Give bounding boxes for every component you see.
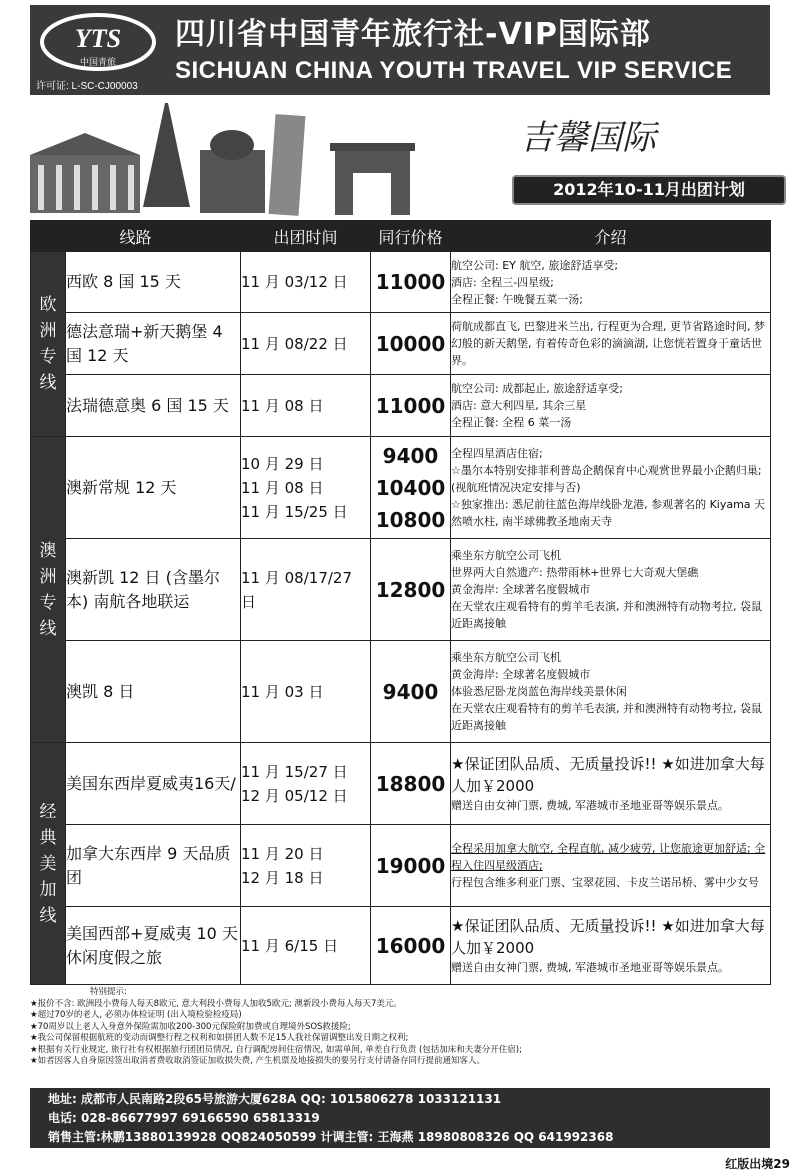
table-row-intro: 全程采用加拿大航空, 全程直航, 减少疲劳, 让您旅途更加舒适; 全程入住四星级酒店; 行程包含维多利亚门票、宝翠花园、卡皮兰诺吊桥、雾中少女号 xyxy=(451,825,771,907)
tip-item: ★如者因客人自身原因签出取消者费收取消签证加收损失费, 产生机票及地接损失的要另行支付请备存同行提前通知客人。 xyxy=(30,1056,486,1066)
category-europe: 欧 洲 专 线 xyxy=(31,252,66,437)
tip-item: ★我公司保留根据航班的变动而调整行程之权利和如拼团人数不足15人我社保留调整出发日期之权利; xyxy=(30,1033,409,1043)
table-row-dates: 11 月 6/15 日 xyxy=(241,907,371,985)
footer xyxy=(30,1088,770,1148)
title-en: SICHUAN CHINA YOUTH TRAVEL VIP SERVICE xyxy=(175,57,733,84)
brand-logo: 吉馨国际 xyxy=(520,118,656,158)
table-row-dates: 11 月 08/17/27 日 xyxy=(241,539,371,641)
table-row-dates: 10 月 29 日 11 月 08 日 11 月 15/25 日 xyxy=(241,437,371,539)
table-row-dates: 11 月 03 日 xyxy=(241,641,371,743)
header-dates: 出团时间 xyxy=(241,221,371,252)
banner xyxy=(30,95,770,220)
table-row-intro: 航空公司: 成都起止, 旅途舒适享受; 酒店: 意大利四星, 其余三星 全程正餐: 全程 6 菜一汤 xyxy=(451,375,771,437)
svg-text:YTS: YTS xyxy=(74,24,122,53)
logo-icon xyxy=(38,11,158,73)
table-row-route: 美国东西岸夏威夷16天/ xyxy=(66,743,241,825)
table-row-route: 澳凯 8 日 xyxy=(66,641,241,743)
tips xyxy=(30,987,770,1087)
table-row-price: 16000 xyxy=(371,907,451,985)
table-row-price: 9400 10400 10800 xyxy=(371,437,451,539)
tips-title: 特别提示: xyxy=(90,987,127,997)
tip-item: ★超过70岁的老人, 必须办体检证明 (出入境检验检疫局) xyxy=(30,1010,242,1020)
title-cn: 四川省中国青年旅行社-VIP国际部 xyxy=(175,17,651,52)
tip-item: ★根据有关行业规定, 旅行社有权根据旅行团团员情况, 自行调配房间住宿情况, 如需单间, 单差自行负责 (包括加床和夫妻分开住宿); xyxy=(30,1044,522,1055)
header-intro: 介绍 xyxy=(451,221,771,252)
table-row-route: 德法意瑞+新天鹅堡 4 国 12 天 xyxy=(66,313,241,375)
tip-item: ★报价不含: 欧洲段小费每人每天8欧元, 意大利段小费每人加收5欧元; 澳新段小费每人每天7美元。 xyxy=(30,998,402,1009)
table-row-price: 11000 xyxy=(371,252,451,313)
plan-title: 2012年10-11月出团计划 xyxy=(512,175,786,205)
table-row-route: 澳新凯 12 日 (含墨尔本) 南航各地联运 xyxy=(66,539,241,641)
table-row-price: 12800 xyxy=(371,539,451,641)
license: 许可证: L-SC-CJ00003 xyxy=(36,81,138,92)
category-australia: 澳 洲 专 线 xyxy=(31,437,66,743)
table-row-dates: 11 月 15/27 日 12 月 05/12 日 xyxy=(241,743,371,825)
table-row-intro: 全程四星酒店住宿; ☆墨尔本特别安排菲利普岛企鹅保育中心观赏世界最小企鹅归巢; (视航班情况决定安排与否) ☆独家推出: 悉尼前往蓝色海岸线卧龙港, 参观著名的 Kiyama 天然喷水柱, 南半球佛教圣地南天寺 xyxy=(451,437,771,539)
footer-sales: 销售主管:林鹏13880139928 QQ824050599 计调主管: 王海燕 18980808326 QQ 641992368 xyxy=(48,1130,614,1144)
table-row-dates: 11 月 03/12 日 xyxy=(241,252,371,313)
table-row-intro: 乘坐东方航空公司飞机 黄金海岸: 全球著名度假城市 体验悉尼卧龙岗蓝色海岸线美景休闲 在天堂农庄观看特有的剪羊毛表演, 并和澳洲特有动物考拉, 袋鼠近距离接触 xyxy=(451,641,771,743)
page-number: 红版出境29 xyxy=(725,1157,790,1171)
table-row-price: 18800 xyxy=(371,743,451,825)
tip-item: ★70周岁以上老人入身意外保险需加收200-300元保险附加费或自理境外SOS救援险; xyxy=(30,1021,351,1032)
table-row-intro: 荷航成都直飞, 巴黎进米兰出, 行程更为合理, 更节省路途时间, 梦幻般的新天鹅堡, 有着传奇色彩的滴滴湖, 让您恍若置身于童话世界。 xyxy=(451,313,771,375)
table-row-intro: 航空公司: EY 航空, 旅途舒适享受; 酒店: 全程三-四星级; 全程正餐: 午晚餐五菜一汤; xyxy=(451,252,771,313)
tour-table xyxy=(30,220,771,985)
table-row-route: 美国西部+夏威夷 10 天休闲度假之旅 xyxy=(66,907,241,985)
table-row-route: 澳新常规 12 天 xyxy=(66,437,241,539)
table-row-price: 11000 xyxy=(371,375,451,437)
table-row-route: 法瑞德意奥 6 国 15 天 xyxy=(66,375,241,437)
table-row-intro: ★保证团队品质、无质量投诉!! ★如进加拿大每人加￥2000 赠送自由女神门票, 费城, 军港城市圣地亚哥等娱乐景点。 xyxy=(451,743,771,825)
table-row-price: 19000 xyxy=(371,825,451,907)
header xyxy=(30,5,770,95)
table-row-dates: 11 月 08/22 日 xyxy=(241,313,371,375)
table-row-dates: 11 月 20 日 12 月 18 日 xyxy=(241,825,371,907)
table-row-route: 加拿大东西岸 9 天品质团 xyxy=(66,825,241,907)
landmarks-image xyxy=(30,95,460,220)
category-america: 经 典 美 加 线 xyxy=(31,743,66,985)
header-price: 同行价格 xyxy=(371,221,451,252)
footer-address: 地址: 成都市人民南路2段65号旅游大厦628A QQ: 1015806278 1033121131 xyxy=(48,1092,502,1106)
footer-phone: 电话: 028-86677997 69166590 65813319 xyxy=(48,1111,320,1125)
table-row-price: 10000 xyxy=(371,313,451,375)
table-row-route: 西欧 8 国 15 天 xyxy=(66,252,241,313)
table-row-price: 9400 xyxy=(371,641,451,743)
header-route: 线路 xyxy=(31,221,241,252)
table-row-intro: 乘坐东方航空公司飞机 世界两大自然遗产: 热带雨林+世界七大奇观大堡礁 黄金海岸: 全球著名度假城市 在天堂农庄观看特有的剪羊毛表演, 并和澳洲特有动物考拉, 袋鼠近距离接触 xyxy=(451,539,771,641)
table-row-dates: 11 月 08 日 xyxy=(241,375,371,437)
table-row-intro: ★保证团队品质、无质量投诉!! ★如进加拿大每人加￥2000 赠送自由女神门票, 费城, 军港城市圣地亚哥等娱乐景点。 xyxy=(451,907,771,985)
logo-text: 中国青旅 xyxy=(79,58,117,68)
